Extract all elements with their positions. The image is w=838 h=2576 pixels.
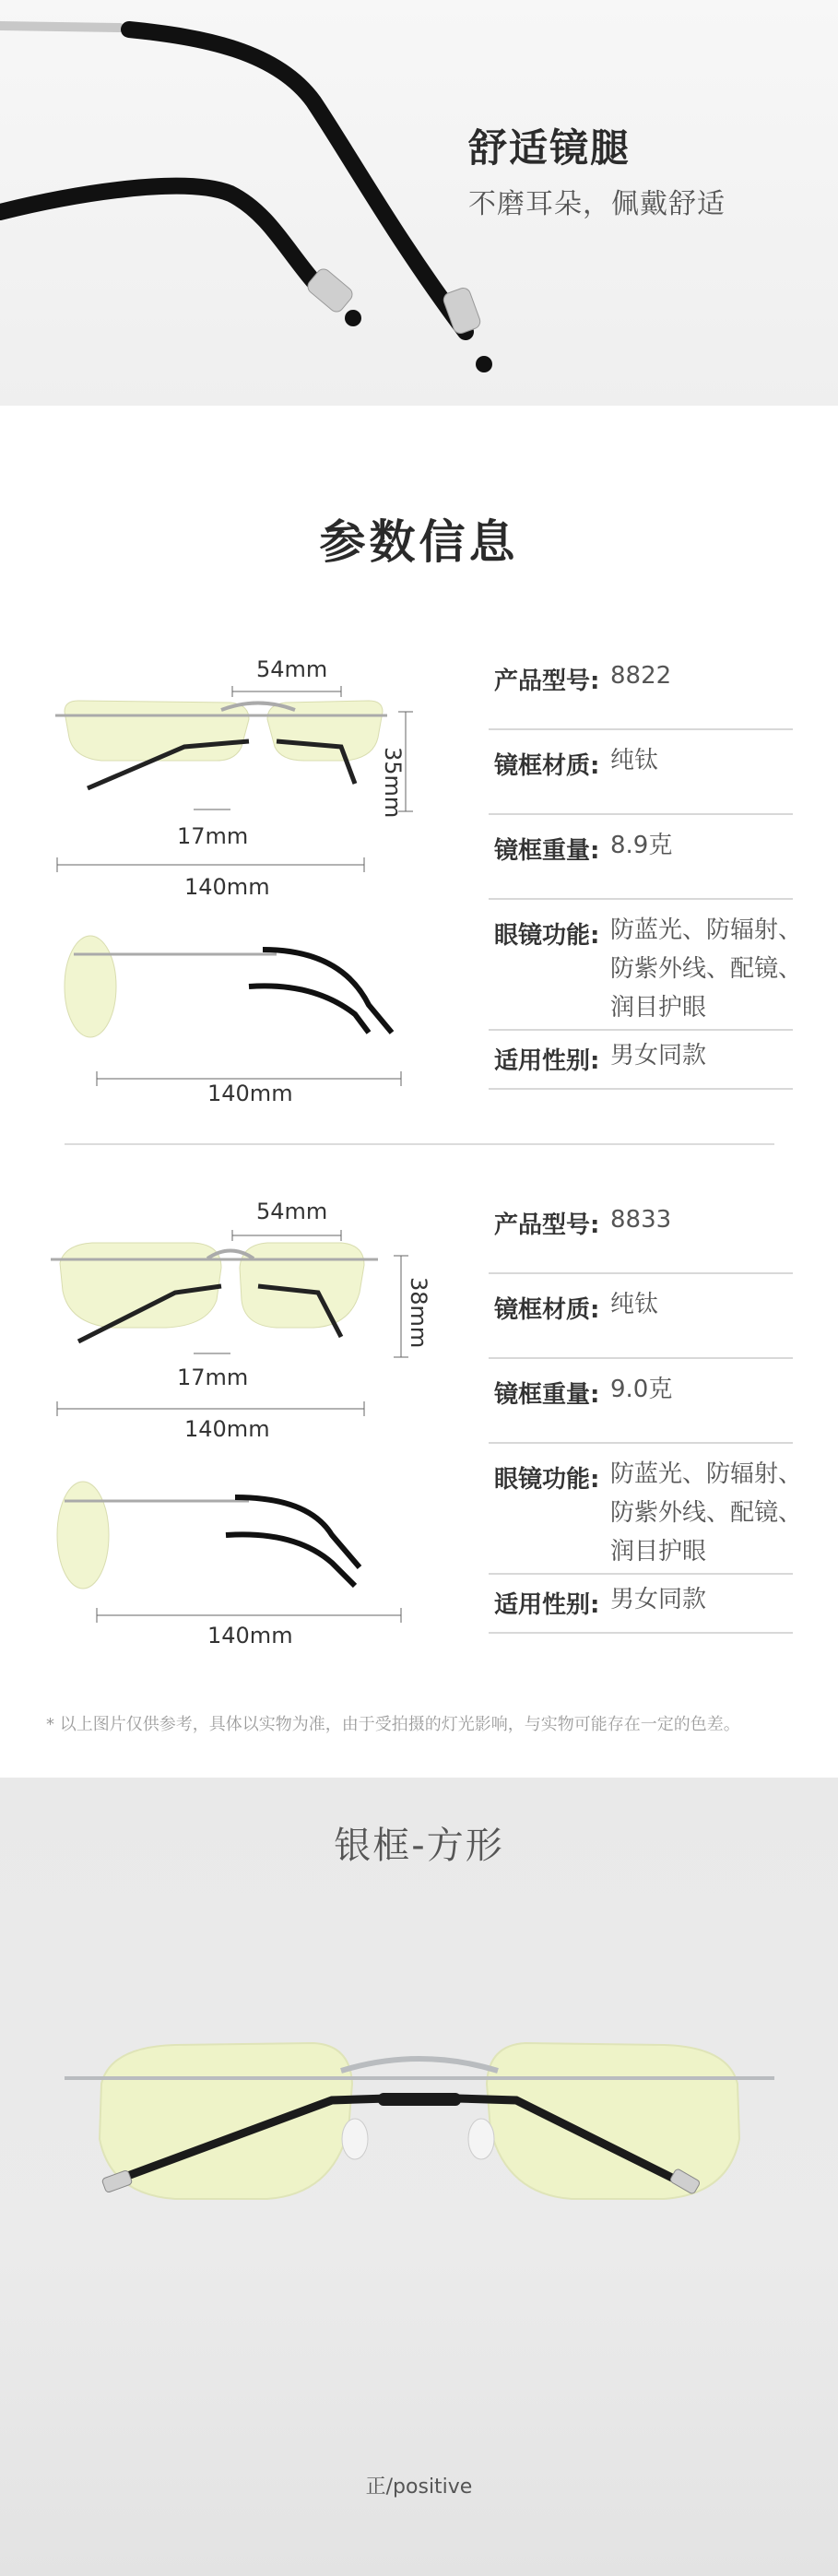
lens-width-label: 54mm — [256, 656, 328, 682]
spec-key: 镜框重量: — [494, 1381, 600, 1409]
temple-length-label: 140mm — [207, 1623, 293, 1648]
view-caption: 正/positive — [365, 2476, 473, 2499]
bridge-label: 17mm — [177, 1365, 249, 1390]
spec-key: 眼镜功能: — [494, 1466, 600, 1494]
section-title: 参数信息 — [319, 515, 519, 569]
spec-row — [489, 1359, 793, 1444]
spec-row — [489, 1189, 793, 1274]
spec-key: 适用性别: — [494, 1591, 600, 1619]
bridge-label: 17mm — [177, 823, 249, 849]
spec-row — [489, 1575, 793, 1634]
spec-value: 9.0克 — [610, 1376, 673, 1403]
front-width-label: 140mm — [184, 874, 270, 900]
spec-key: 产品型号: — [494, 668, 600, 695]
spec-key: 镜框材质: — [494, 752, 600, 780]
hero-subtitle: 不磨耳朵，佩戴舒适 — [468, 188, 726, 220]
temple-length-label: 140mm — [207, 1081, 293, 1106]
spec-value: 8.9克 — [610, 832, 673, 859]
disclaimer-note: * 以上图片仅供参考，具体以实物为准，由于受拍摄的灯光影响，与实物可能存在一定的色差。 — [46, 1715, 740, 1734]
spec-value: 男女同款 — [610, 1586, 707, 1613]
hero-banner — [0, 0, 838, 406]
spec-key: 适用性别: — [494, 1047, 600, 1075]
lens-height-label: 35mm — [380, 747, 406, 819]
spec-key: 产品型号: — [494, 1211, 600, 1239]
spec-row — [489, 900, 803, 1031]
hero-title: 舒适镜腿 — [468, 125, 631, 171]
spec-value: 纯钛 — [610, 747, 659, 774]
glasses-front-photo — [0, 2010, 838, 2286]
spec-row — [489, 645, 793, 730]
spec-row — [489, 1031, 793, 1090]
lens-height-label: 38mm — [406, 1277, 431, 1349]
spec-row — [489, 1444, 803, 1575]
spec-value: 男女同款 — [610, 1042, 707, 1069]
product-variant-title: 银框-方形 — [334, 1825, 504, 1867]
spec-key: 镜框材质: — [494, 1296, 600, 1324]
spec-row — [489, 815, 793, 900]
spec-value: 8822 — [610, 662, 672, 690]
spec-value: 8833 — [610, 1206, 672, 1234]
divider — [65, 1143, 774, 1145]
front-width-label: 140mm — [184, 1416, 270, 1442]
spec-key: 镜框重量: — [494, 837, 600, 865]
spec-value: 防蓝光、防辐射、防紫外线、配镜、润目护眼 — [610, 1460, 803, 1566]
spec-row — [489, 1274, 793, 1359]
lens-width-label: 54mm — [256, 1199, 328, 1224]
spec-key: 眼镜功能: — [494, 922, 600, 950]
spec-row — [489, 730, 793, 815]
spec-value: 纯钛 — [610, 1291, 659, 1318]
spec-value: 防蓝光、防辐射、防紫外线、配镜、润目护眼 — [610, 916, 803, 1022]
